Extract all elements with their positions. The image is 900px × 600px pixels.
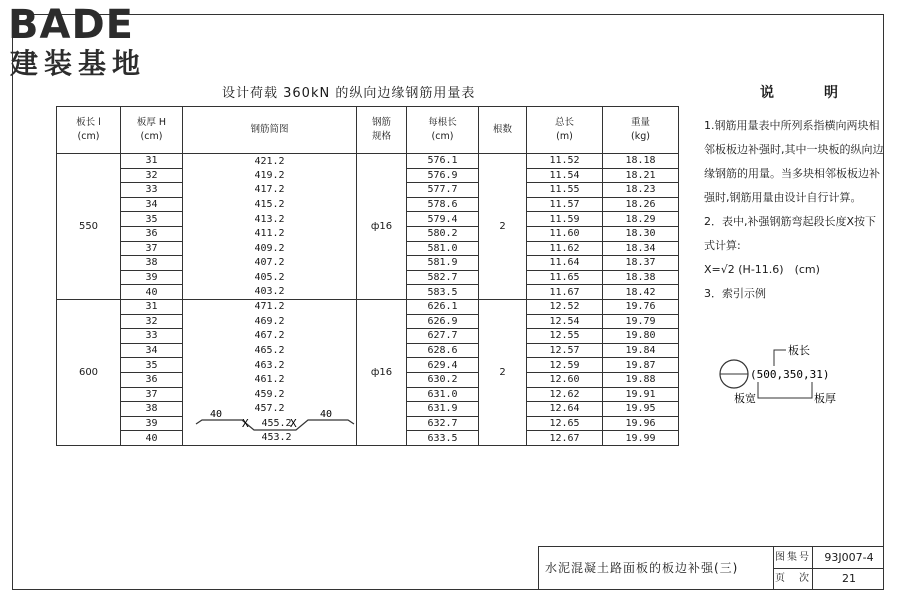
cell-total-length: 12.65: [527, 416, 603, 431]
note-2: 2．表中,补强钢筋弯起段长度X按下式计算:: [704, 215, 877, 252]
cell-weight: 18.34: [603, 241, 679, 256]
cell-total-length: 12.64: [527, 402, 603, 417]
cell-weight: 19.88: [603, 372, 679, 387]
cell-thickness: 36: [121, 372, 183, 387]
table-title: 设计荷载 360kN 的纵向边缘钢筋用量表: [222, 86, 476, 101]
cell-weight: 18.21: [603, 168, 679, 183]
brand-logo: [8, 4, 168, 84]
cell-sketch: 459.2: [183, 387, 357, 402]
cell-weight: 18.23: [603, 183, 679, 198]
cell-sketch: 421.2: [183, 154, 357, 169]
rebar-quantity-table: [56, 106, 679, 446]
cell-thickness: 37: [121, 241, 183, 256]
cell-thickness: 34: [121, 197, 183, 212]
cell-thickness: 35: [121, 358, 183, 373]
table-row: [57, 299, 679, 314]
cell-weight: 19.99: [603, 431, 679, 446]
cell-each-length: 581.9: [407, 256, 479, 271]
cell-total-length: 11.57: [527, 197, 603, 212]
cell-sketch: 453.2: [183, 431, 357, 446]
cell-each-length: 581.0: [407, 241, 479, 256]
cell-thickness: 38: [121, 256, 183, 271]
cell-sketch: 467.2: [183, 329, 357, 344]
brand-subtitle: 建装基地: [10, 47, 147, 80]
cell-total-length: 11.62: [527, 241, 603, 256]
cell-total-length: 12.59: [527, 358, 603, 373]
header-spec: 钢筋 规格: [357, 107, 407, 154]
cell-sketch: 409.2: [183, 241, 357, 256]
cell-each-length: 576.9: [407, 168, 479, 183]
rebar-sketch: [192, 406, 362, 436]
cell-each-length: 583.5: [407, 285, 479, 300]
cell-sketch: 455.2: [183, 416, 357, 431]
cell-thickness: 35: [121, 212, 183, 227]
notes-title: 说 明: [760, 85, 856, 101]
cell-weight: 18.38: [603, 270, 679, 285]
cell-weight: 19.79: [603, 314, 679, 329]
title-block-grid: [773, 547, 884, 589]
cell-thickness: 31: [121, 154, 183, 169]
cell-total-length: 12.67: [527, 431, 603, 446]
cell-sketch: 461.2: [183, 372, 357, 387]
cell-weight: 18.18: [603, 154, 679, 169]
cell-total-length: 12.62: [527, 387, 603, 402]
header-thickness: 板厚 H (cm): [121, 107, 183, 154]
cell-weight: 18.26: [603, 197, 679, 212]
cell-thickness: 39: [121, 270, 183, 285]
cell-sketch: 405.2: [183, 270, 357, 285]
cell-each-length: 576.1: [407, 154, 479, 169]
cell-total-length: 11.55: [527, 183, 603, 198]
cell-thickness: 32: [121, 314, 183, 329]
cell-sketch: 413.2: [183, 212, 357, 227]
cell-count: 2: [479, 154, 527, 300]
cell-total-length: 12.52: [527, 299, 603, 314]
cell-thickness: 33: [121, 329, 183, 344]
drawing-name: 水泥混凝土路面板的板边补强(三): [545, 561, 739, 575]
cell-weight: 18.37: [603, 256, 679, 271]
cell-total-length: 11.60: [527, 226, 603, 241]
cell-each-length: 627.7: [407, 329, 479, 344]
sketch-left-label: 40: [210, 409, 223, 420]
cell-each-length: 628.6: [407, 343, 479, 358]
table-header-row: [57, 107, 679, 154]
cell-thickness: 32: [121, 168, 183, 183]
cell-thickness: 38: [121, 402, 183, 417]
cell-total-length: 11.52: [527, 154, 603, 169]
header-count: 根数: [479, 107, 527, 154]
cell-weight: 19.76: [603, 299, 679, 314]
cell-sketch: 403.2: [183, 285, 357, 300]
cell-weight: 19.84: [603, 343, 679, 358]
cell-weight: 18.30: [603, 226, 679, 241]
page-row: [774, 568, 884, 589]
cell-weight: 19.80: [603, 329, 679, 344]
atlas-label: 图集号: [774, 547, 813, 568]
cell-each-length: 632.7: [407, 416, 479, 431]
cell-sketch: 471.2: [183, 299, 357, 314]
page-label: 页 次: [774, 568, 813, 589]
header-weight: 重量 (kg): [603, 107, 679, 154]
cell-total-length: 12.60: [527, 372, 603, 387]
cell-thickness: 37: [121, 387, 183, 402]
cell-weight: 19.91: [603, 387, 679, 402]
cell-sketch: 415.2: [183, 197, 357, 212]
page-number: 21: [842, 572, 856, 585]
index-example: [712, 340, 882, 410]
cell-thickness: 34: [121, 343, 183, 358]
cell-sketch: 463.2: [183, 358, 357, 373]
cell-weight: 18.42: [603, 285, 679, 300]
cell-sketch: 407.2: [183, 256, 357, 271]
cell-thickness: 31: [121, 299, 183, 314]
cell-total-length: 12.57: [527, 343, 603, 358]
index-label-width: 板宽: [734, 392, 756, 405]
cell-sketch: 411.2: [183, 226, 357, 241]
atlas-number: 93J007-4: [824, 551, 874, 564]
header-length: 板长 l (cm): [57, 107, 121, 154]
cell-weight: 19.95: [603, 402, 679, 417]
cell-total-length: 11.65: [527, 270, 603, 285]
cell-length: 600: [57, 299, 121, 445]
sketch-x-right: X: [290, 417, 297, 430]
cell-count: 2: [479, 299, 527, 445]
cell-weight: 18.29: [603, 212, 679, 227]
cell-spec: ф16: [357, 154, 407, 300]
cell-each-length: 630.2: [407, 372, 479, 387]
rebar-shape: [196, 420, 354, 430]
cell-weight: 19.96: [603, 416, 679, 431]
cell-each-length: 577.7: [407, 183, 479, 198]
cell-thickness: 33: [121, 183, 183, 198]
cell-each-length: 629.4: [407, 358, 479, 373]
table-row: [57, 154, 679, 169]
cell-total-length: 12.55: [527, 329, 603, 344]
header-sketch: 钢筋简图: [183, 107, 357, 154]
cell-each-length: 631.0: [407, 387, 479, 402]
cell-each-length: 633.5: [407, 431, 479, 446]
cell-sketch: 457.2: [183, 402, 357, 417]
brand-word: BADE: [8, 2, 134, 48]
index-label-thick: 板厚: [814, 392, 836, 405]
cell-sketch: 417.2: [183, 183, 357, 198]
cell-each-length: 580.2: [407, 226, 479, 241]
note-formula: X=√2 (H-11.6) (cm): [704, 263, 820, 276]
notes-panel: [704, 114, 884, 306]
cell-total-length: 11.64: [527, 256, 603, 271]
note-3: 3．索引示例: [704, 287, 766, 300]
cell-each-length: 626.1: [407, 299, 479, 314]
cell-sketch: 419.2: [183, 168, 357, 183]
cell-each-length: 626.9: [407, 314, 479, 329]
cell-each-length: 579.4: [407, 212, 479, 227]
cell-each-length: 631.9: [407, 402, 479, 417]
index-label-length: 板长: [788, 344, 810, 357]
cell-thickness: 39: [121, 416, 183, 431]
atlas-row: [774, 547, 884, 569]
cell-total-length: 11.67: [527, 285, 603, 300]
sketch-right-label: 40: [320, 409, 333, 420]
cell-total-length: 11.59: [527, 212, 603, 227]
sketch-x-left: X: [242, 417, 249, 430]
header-total-length: 总长 (m): [527, 107, 603, 154]
cell-thickness: 40: [121, 285, 183, 300]
cell-spec: ф16: [357, 299, 407, 445]
cell-thickness: 40: [121, 431, 183, 446]
index-code: (500,350,31): [750, 368, 830, 381]
leader-length: [774, 350, 786, 366]
cell-thickness: 36: [121, 226, 183, 241]
cell-length: 550: [57, 154, 121, 300]
cell-sketch: 469.2: [183, 314, 357, 329]
cell-each-length: 582.7: [407, 270, 479, 285]
cell-sketch: 465.2: [183, 343, 357, 358]
header-each-length: 每根长 (cm): [407, 107, 479, 154]
cell-total-length: 12.54: [527, 314, 603, 329]
cell-total-length: 11.54: [527, 168, 603, 183]
note-1: 1.钢筋用量表中所列系指横向两块相邻板板边补强时,其中一块板的纵向边缘钢筋的用量。当多块相邻板板边补强时,钢筋用量由设计自行计算。: [704, 119, 884, 204]
cell-each-length: 578.6: [407, 197, 479, 212]
leader-width-thick: [758, 382, 812, 398]
title-block: [538, 546, 884, 590]
cell-weight: 19.87: [603, 358, 679, 373]
